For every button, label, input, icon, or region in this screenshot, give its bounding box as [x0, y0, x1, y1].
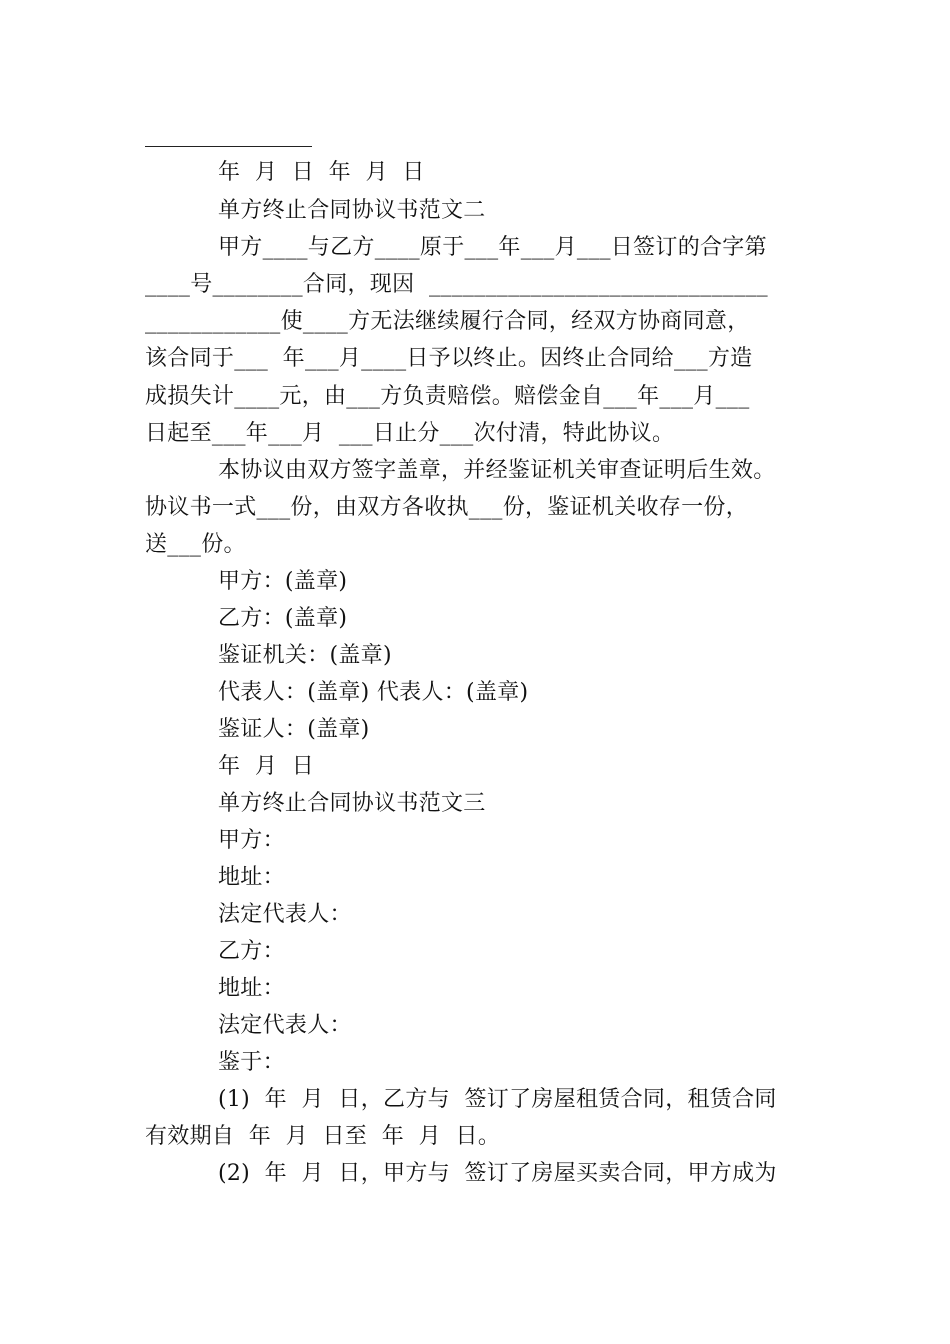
signature-underline: [145, 146, 312, 147]
signature-witness: 鉴证人：(盖章): [218, 717, 370, 742]
party-a-label: 甲方：: [218, 828, 285, 853]
party-b-label: 乙方：: [218, 939, 285, 964]
section-heading-2: 单方终止合同协议书范文二: [218, 198, 486, 223]
paragraph-line: 协议书一式___份，由双方各收执___份，鉴证机关收存一份，: [145, 495, 749, 520]
paragraph-line: ____号________合同，现因 ______________________________: [145, 272, 768, 297]
paragraph-line: ____________使____方无法继续履行合同，经双方协商同意，: [145, 309, 750, 334]
section-heading-3: 单方终止合同协议书范文三: [218, 791, 486, 816]
signature-party-a: 甲方：(盖章): [218, 569, 348, 594]
clause-2: (2) 年 月 日，甲方与 签订了房屋买卖合同，甲方成为: [218, 1161, 777, 1186]
date-line: 年 月 日: [218, 754, 315, 779]
paragraph-line: 该合同于___ 年___月____日予以终止。因终止合同给___方造: [145, 346, 753, 371]
paragraph-line: 甲方____与乙方____原于___年___月___日签订的合字第: [218, 235, 767, 260]
signature-representatives: 代表人：(盖章) 代表人：(盖章): [218, 680, 529, 705]
signature-authority: 鉴证机关：(盖章): [218, 643, 392, 668]
legal-rep-label: 法定代表人：: [218, 902, 352, 927]
date-line: 年 月 日 年 月 日: [218, 160, 425, 185]
whereas-label: 鉴于：: [218, 1050, 285, 1075]
clause-1: (1) 年 月 日，乙方与 签订了房屋租赁合同，租赁合同: [218, 1087, 777, 1112]
address-label: 地址：: [218, 865, 285, 890]
paragraph-line: 日起至___年___月 ___日止分___次付清，特此协议。: [145, 421, 675, 446]
paragraph-line: 送___份。: [145, 532, 246, 557]
clause-1-continued: 有效期自 年 月 日至 年 月 日。: [145, 1124, 501, 1149]
paragraph-line: 成损失计____元，由___方负责赔偿。赔偿金自___年___月___: [145, 384, 750, 409]
signature-party-b: 乙方：(盖章): [218, 606, 348, 631]
address-label: 地址：: [218, 976, 285, 1001]
legal-rep-label: 法定代表人：: [218, 1013, 352, 1038]
paragraph-line: 本协议由双方签字盖章，并经鉴证机关审查证明后生效。: [218, 458, 776, 483]
